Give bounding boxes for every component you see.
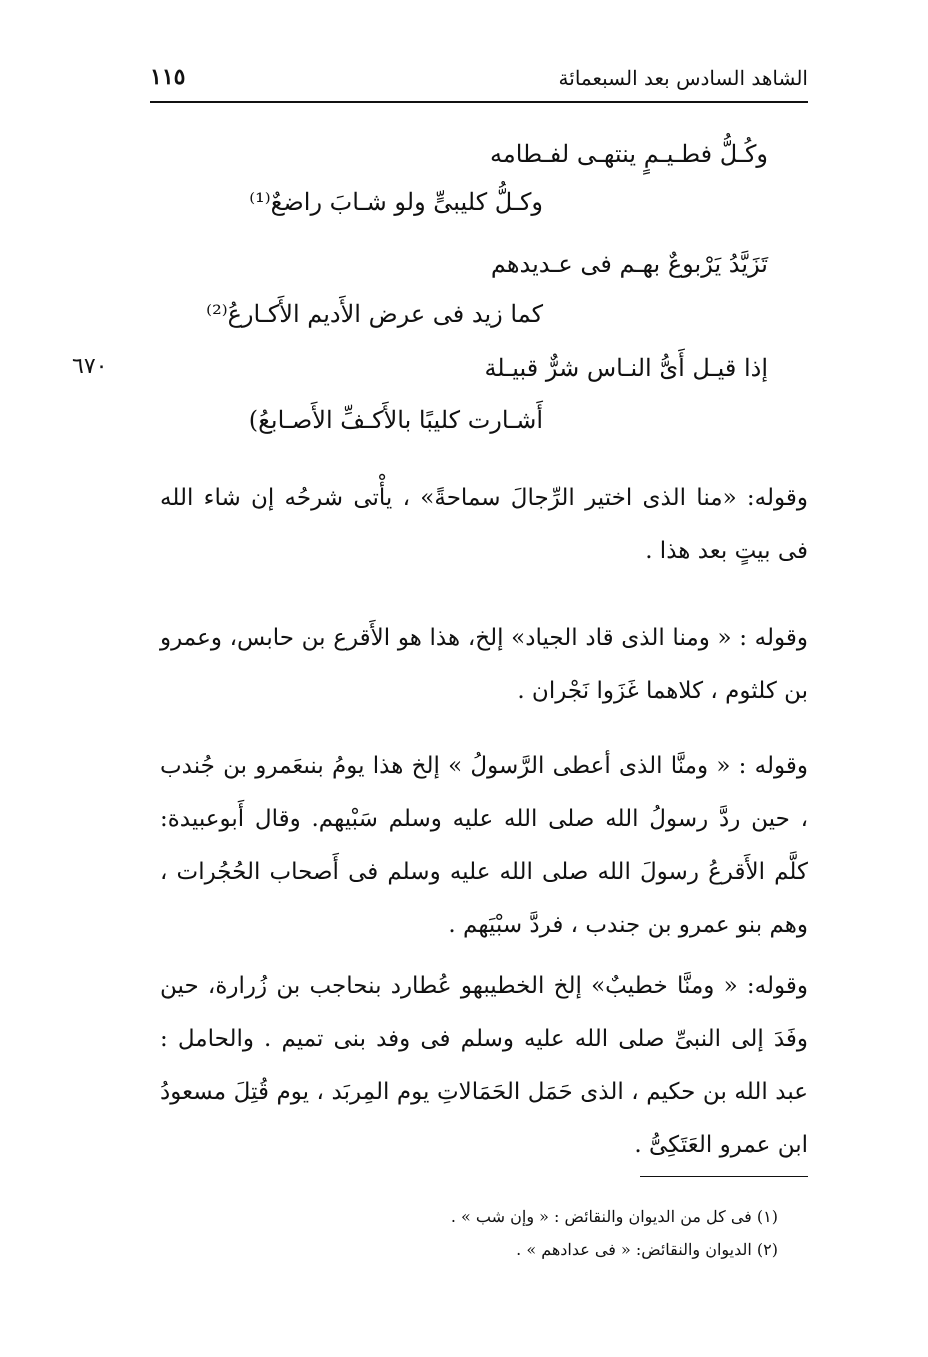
header-rule (150, 101, 808, 103)
verse-line: تَزَيَّدُ يَرْبوعٌ بهـم فى عـديدهم (490, 250, 768, 278)
verse-line: أَشـارت كليبًا بالأَكـفِّ الأَصـابعُ) (248, 406, 543, 434)
verse-line: كما زيد فى عرض الأَديم الأَكـارعُ⁽²⁾ (206, 300, 543, 328)
paragraph: وقوله: « ومنَّا خطيبٌ» إلخ الخطيبهو عُطارد بنحاجب بن زُرارة، حين وفَدَ إلى النبىِّ صلى الله عليه وسلم فى وفد بنى تميم . والحامل : عبد الله بن حكيم ، الذى حَمَل الحَمَالاتِ يوم المِربَد ، يوم قُتِلَ مسعودُ ابن عمرو العَتَكِىُّ . (160, 973, 808, 1158)
paragraph: وقوله: «منا الذى اختير الرِّجالَ سماحةً» ، يأْتى شرحُه إن شاء الله فى بيتٍ بعد هذا . (160, 485, 808, 564)
paragraph: وقوله : « ومنا الذى قاد الجياد» إلخ، هذا هو الأَقرع بن حابس، وعمرو بن كلثوم ، كلاهما غَزَوا نَجْران . (160, 625, 808, 704)
footnote: (١) فى كل من الديوان والنقائض : « وإن شب » . (450, 1207, 778, 1226)
paragraph: وقوله : « ومنَّا الذى أعطى الرَّسولُ » إلخ هذا يومُ بنىعَمرو بن جُندب ، حين ردَّ رسولُ الله صلى الله عليه وسلم سَبْيهم. وقال أَبوعبيدة: كلَّم الأَقرعُ رسولَ الله صلى الله عليه وسلم فى أَصحاب الحُجُرات ، وهم بنو عمرو بن جندب ، فردَّ سبْيَهم . (160, 753, 808, 938)
verse-line: إذا قيـل أَىُّ النـاس شرٌّ قبيـلة (484, 354, 768, 382)
verse-line: وكـلُّ كليبىٍّ ولو شـابَ راضعٌ⁽¹⁾ (249, 188, 543, 216)
footnote-rule (640, 1176, 808, 1177)
running-title: الشاهد السادس بعد السبعمائة (558, 66, 808, 90)
page-number: ١١٥ (150, 64, 186, 90)
margin-reference-number: ٦٧٠ (72, 354, 108, 379)
verse-line: وكُـلُّ فطـيـمٍ ينتهـى لفـطامه (489, 140, 768, 168)
footnote: (٢) الديوان والنقائض: « فى عدادهم » . (516, 1240, 778, 1259)
